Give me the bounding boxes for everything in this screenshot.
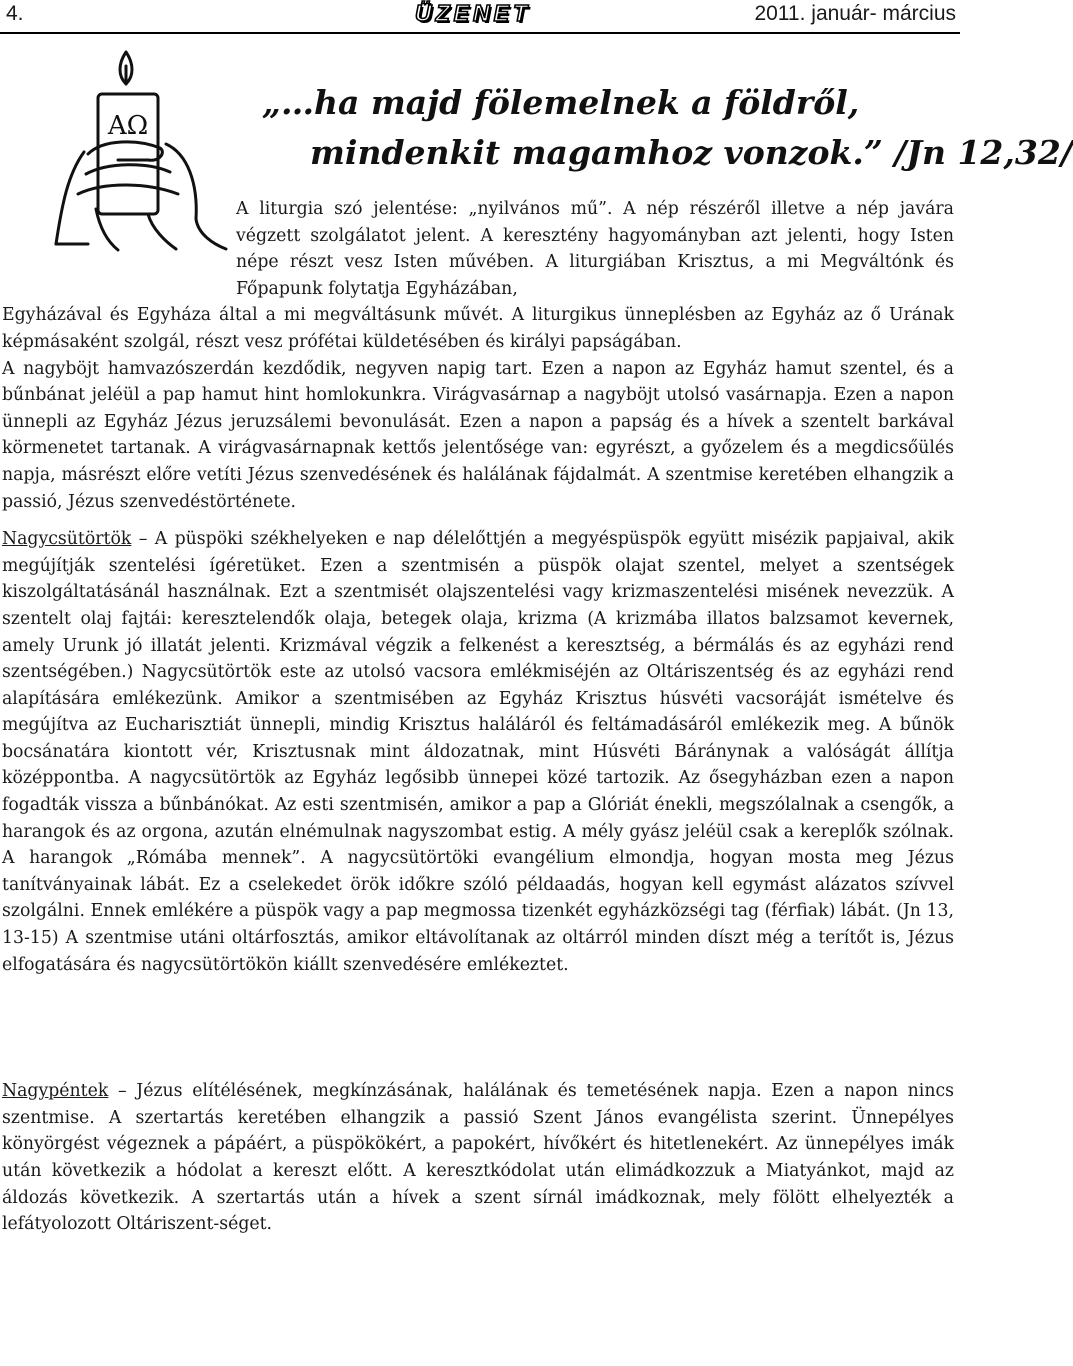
issue-date: 2011. január- március — [754, 2, 956, 25]
holy-thursday-text: – A püspöki székhelyeken e nap délelőttjén a megyéspüspök együtt misézik papjaival, akik megújítják szentelési ígéretüket. Ezen a szentmisén a püspök olajat szentel, melyet a szentségek kiszolgáltatásánál használnak. Ezt a szentmisét olajszentelési vagy krizmaszentelési misének nevezzük. A szentelt olaj fajtái: keresztelendők olaja, betegek olaja, krizma (A krizmába illatos balzsamot kevernek, amely Urunk jó illatát jelenti. Krizmával végzik a felkenést a keresztség, a bérmálás és az egyházi rend szentségében.) Nagycsütörtök este az utolsó vacsora emlékmiséjén az Oltáriszentség és az egyházi rend alapítására emlékezünk. Amikor a szentmisében az Egyház Krisztus húsvéti vacsoráját ismételve és megújítva az Eucharisztiát ünnepli, mindig Krisztus haláláról és feltámadásáról emlékezik meg. A bűnök bocsánatára kiontott vér, Krisztusnak mint áldozatnak, mint Húsvéti Báránynak a valóságát állítja középpontba. A nagycsütörtök az Egyház legősibb ünnepei közé tartozik. Az ősegyházban ezen a napon fogadták vissza a bűnbánókat. Az esti szentmisén, amikor a pap a Glóriát énekli, megszólalnak a csengők, a harangok és az orgona, azután elnémulnak nagyszombat estig. A mély gyász jeléül csak a kereplők szólnak. A harangok „Rómába mennek”. A nagycsütörtöki evangélium elmondja, hogyan mosta meg Jézus tanítványainak lábát. Ez a cselekedet örök időkre szóló példaadás, hogyan kell egymást alázatos szívvel szolgálni. Ennek emlékére a püspök vagy a pap megmossa tizenkét egyházközségi tag (férfiak) lábát. (Jn 13, 13-15) A szentmise utáni oltárfosztás, amikor eltávolítanak az oltárról minden díszt még a terítőt is, Jézus elfogatására és nagycsütörtökön kiállt szenvedésére emlékeztet. — [2, 529, 954, 975]
intro-paragraph: A liturgia szó jelentése: „nyilvános mű”. A nép részéről illetve a nép javára végzett szolgálatot jelent. A keresztény hagyományban azt jelenti, hogy Isten népe részt vesz Isten művében. A liturgiában Krisztus, a mi Megváltónk és Főpapunk folytatja Egyházában, — [236, 199, 954, 299]
article-body — [2, 196, 954, 1238]
holy-thursday-paragraph — [2, 526, 954, 978]
masthead-logo: ÜZENET — [415, 0, 531, 26]
title-line-1: „…ha majd fölemelnek a földről, — [262, 83, 860, 122]
intro-continued-paragraph: Egyházával és Egyháza által a mi megváltásunk művét. A liturgikus ünneplésben az Egyház az ő Urának képmásaként szolgál, részt vesz prófétai küldetésében és királyi papságában. — [2, 305, 954, 352]
article-title — [240, 78, 1073, 178]
page-number: 4. — [6, 2, 24, 25]
title-line-2: mindenkit magamhoz vonzok.” /Jn 12,32/ — [310, 133, 1073, 172]
page-header — [0, 0, 960, 34]
holy-thursday-heading: Nagycsütörtök — [2, 529, 132, 550]
alpha-omega-text: AΩ — [107, 111, 149, 141]
ash-wednesday-paragraph: A nagyböjt hamvazószerdán kezdődik, negyven napig tart. Ezen a napon az Egyház hamut szentel, és a bűnbánat jeléül a pap hamut hint homlokunkra. Virágvasárnap a nagyböjt utolsó vasárnapja. Ezen a napon ünnepli az Egyház Jézus jeruzsálemi bevonulását. Ezen a napon a papság és a hívek a szentelt barkával körmenetet tartanak. A virágvasárnapnak kettős jelentősége van: egyrészt, a győzelem és a megdicsőülés napja, másrészt előre vetíti Jézus szenvedésének és halálának fájdalmát. A szentmise keretében elhangzik a passió, Jézus szenvedéstörténete. — [2, 358, 954, 512]
good-friday-text: – Jézus elítélésének, megkínzásának, halálának és temetésének napja. Ezen a napon nincs szentmise. A szertartás keretében elhangzik a passió Szent János evangélista szerint. Ünnepélyes könyörgést végeznek a pápáért, a püspökökért, a papokért, hívőkért és hitetlenekért. Az ünnepélyes imák után következik a hódolat a kereszt előtt. A keresztkódolat után elimádkozzuk a Miatyánkot, majd az áldozás következik. A szertartás után a hívek a szent sírnál imádkoznak, mely fölött elhelyezték a lefátyolozott Oltáriszent-séget. — [2, 1081, 954, 1235]
good-friday-heading: Nagypéntek — [2, 1081, 109, 1102]
good-friday-paragraph — [2, 1078, 954, 1238]
